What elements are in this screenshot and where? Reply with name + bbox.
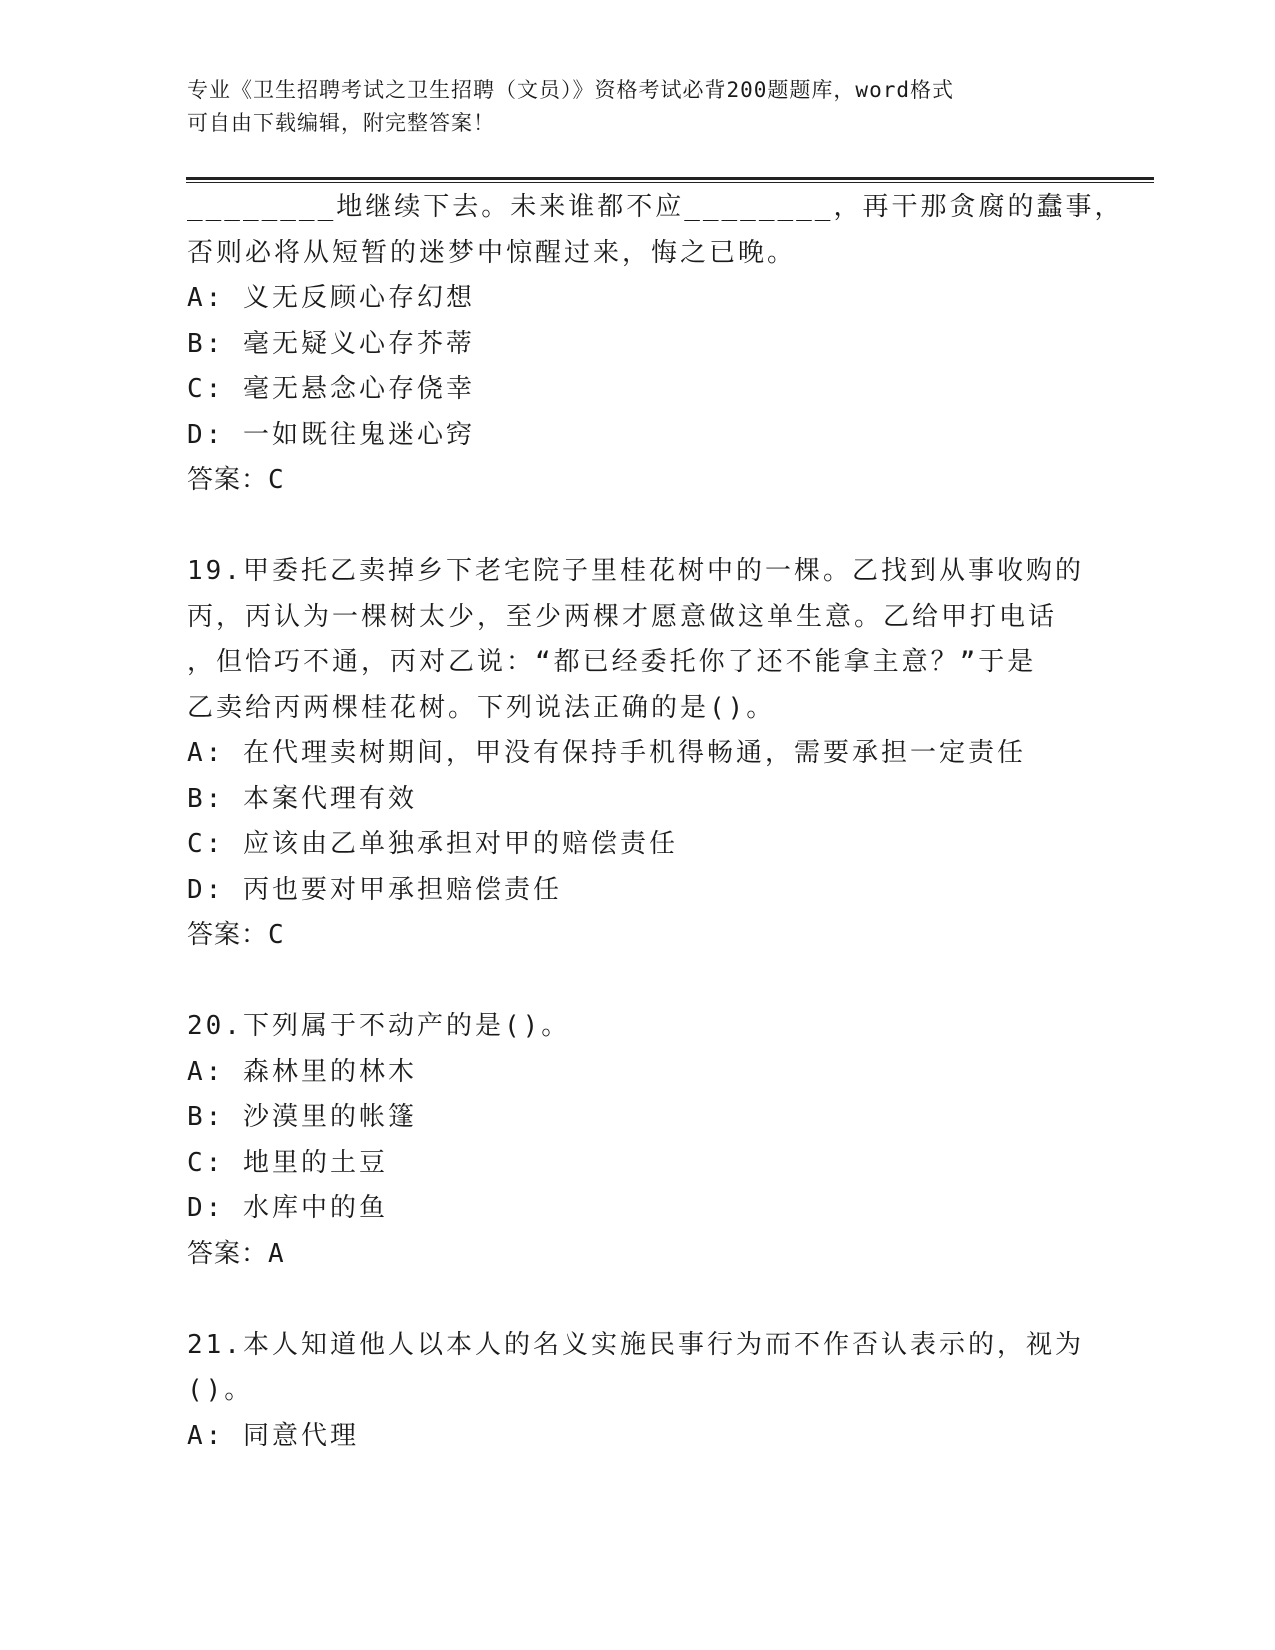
option-c: C: 毫无悬念心存侥幸 [187, 374, 475, 404]
answer: 答案：C [187, 920, 285, 950]
question-stem: 19.甲委托乙卖掉乡下老宅院子里桂花树中的一棵。乙找到从事收购的 [187, 556, 1084, 586]
option-b: B: 毫无疑义心存芥蒂 [187, 328, 475, 359]
answer: 答案：C [187, 465, 285, 495]
option-a: A: 在代理卖树期间，甲没有保持手机得畅通，需要承担一定责任 [187, 738, 1026, 768]
option-d: D: 水库中的鱼 [187, 1193, 388, 1223]
header-divider-thick [186, 177, 1154, 180]
option-d: D: 丙也要对甲承担赔偿责任 [187, 874, 562, 905]
question-18 [187, 185, 1127, 504]
question-stem: 20.下列属于不动产的是()。 [187, 1011, 571, 1041]
document-header [187, 74, 1087, 140]
question-20 [187, 1004, 1127, 1277]
header-line-2: 可自由下载编辑，附完整答案！ [187, 111, 495, 135]
option-d: D: 一如既往鬼迷心窍 [187, 419, 475, 450]
question-stem: 丙，丙认为一棵树太少，至少两棵才愿意做这单生意。乙给甲打电话 [187, 601, 1058, 632]
option-a: A: 义无反顾心存幻想 [187, 283, 475, 313]
answer: 答案：A [187, 1238, 285, 1269]
option-a: A: 森林里的林木 [187, 1056, 417, 1087]
option-c: C: 应该由乙单独承担对甲的赔偿责任 [187, 829, 678, 859]
question-list [187, 185, 1127, 1459]
question-19 [187, 549, 1127, 959]
question-21 [187, 1323, 1127, 1460]
option-b: B: 沙漠里的帐篷 [187, 1102, 417, 1132]
header-divider-thin [186, 182, 1154, 183]
question-stem: 21.本人知道他人以本人的名义实施民事行为而不作否认表示的，视为 [187, 1329, 1084, 1360]
option-c: C: 地里的土豆 [187, 1147, 388, 1178]
header-line-1: 专业《卫生招聘考试之卫生招聘（文员）》资格考试必背200题题库，word格式 [187, 78, 954, 102]
question-stem: ，但恰巧不通，丙对乙说：“都已经委托你了还不能拿主意？”于是 [187, 647, 1037, 677]
question-stem: ________地继续下去。未来谁都不应________，再干那贪腐的蠢事， [187, 192, 1124, 222]
question-stem: 乙卖给丙两棵桂花树。下列说法正确的是()。 [187, 692, 776, 723]
option-a: A: 同意代理 [187, 1420, 359, 1451]
option-b: B: 本案代理有效 [187, 783, 417, 814]
question-stem: 否则必将从短暂的迷梦中惊醒过来，悔之已晚。 [187, 237, 797, 268]
question-stem: ()。 [187, 1375, 254, 1405]
